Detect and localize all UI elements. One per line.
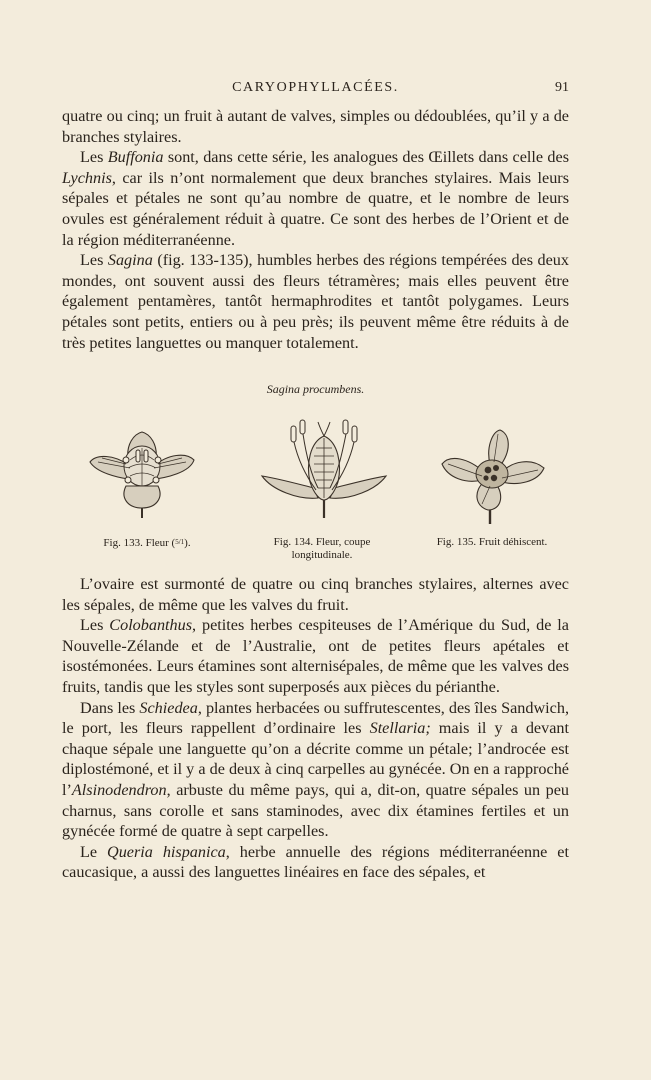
italic-term: Lychnis: [62, 168, 112, 187]
text-block-bottom: [62, 574, 569, 883]
paragraph: [62, 106, 569, 147]
text-run: mais il y a devant chaque sépale une languette qu’on a décrite comme un pétale; l’androcée est diplostémoné, et il y a de deux à cinq carpelles au gynécée. On en a rapproché l’: [62, 719, 569, 799]
italic-term: Sagina: [107, 251, 153, 270]
text-run: (fig. 133-135), humbles herbes des régions tempérées des deux mondes, ont souvent aussi des fleurs tétramères; mais elles peuvent être également pentamères, tantôt hermaphrodites et tantôt polygames. Leurs pétales sont petits, entiers ou à peu près; ils peuvent même être réduits à de très petites languettes ou manquer totalement.: [62, 251, 569, 352]
text-run: Les: [80, 616, 110, 635]
text-run: Dans les: [80, 698, 140, 717]
italic-term: Colobanthus: [109, 616, 193, 635]
text-run: Les: [80, 251, 108, 270]
text-run: Les: [80, 148, 108, 167]
text-block-top: [62, 106, 569, 353]
paragraph: [62, 147, 569, 250]
text-run: , petites herbes cespiteuses de l’Amérique du Sud, de la Nouvelle-Zélande et de l’Australie, ont de petites fleurs apétales et isostémonées. Leurs étamines sont alternisépales, de même que les valves des fruits, tandis que les styles sont superposés aux pièces du périanthe.: [62, 616, 569, 696]
text-run: Le: [80, 842, 108, 861]
paragraph: [62, 615, 569, 697]
italic-term: Stellaria;: [369, 719, 431, 738]
figure-title: Sagina procumbens.: [266, 382, 365, 396]
italic-term: Alsinodendron: [71, 780, 167, 799]
figure-sagina-procumbens: [62, 376, 569, 566]
text-run: quatre ou cinq; un fruit à autant de valves, simples ou dédoublées, qu’il y a de branches stylaires.: [62, 107, 569, 146]
text-run: , herbe annuelle des régions méditerranéenne et caucasique, a aussi des languettes linéaires en face des sépales, et: [62, 842, 569, 882]
text-run: , car ils n’ont normalement que deux branches stylaires. Mais leurs sépales et pétales ne sont qu’au nombre de quatre, et le nombre de leurs ovules est généralement réduit à quatre. Ce sont des herbes de l’Orient et de la région méditerranéenne.: [62, 168, 569, 249]
page-number: 91: [555, 80, 569, 95]
paragraph: [62, 250, 569, 353]
italic-term: Schiedea: [139, 698, 198, 717]
italic-term: Buffonia: [107, 148, 164, 167]
text-run: , plantes herbacées ou suffrutescentes, des îles Sandwich, le port, les fleurs rappellent d’ordinaire les: [62, 698, 569, 738]
italic-term: Queria hispanica: [107, 842, 226, 861]
flower-illustration: [86, 420, 198, 520]
fruit-illustration: [438, 424, 548, 526]
figure-caption-133: Fig. 133. Fleur ($^{5/1}$).: [103, 537, 191, 549]
paragraph: [62, 698, 569, 842]
figure-caption-135: Fig. 135. Fruit déhiscent.: [436, 536, 548, 548]
paragraph: [62, 842, 569, 883]
page-header: [62, 78, 569, 100]
running-head: CARYOPHYLLACÉES.: [232, 80, 399, 95]
figure-caption-134: Fig. 134. Fleur, coupe longitudinale.: [273, 536, 371, 561]
text-run: L’ovaire est surmonté de quatre ou cinq branches stylaires, alternes avec les sépales, de même que les valves du fruit.: [62, 575, 569, 614]
text-run: , arbuste du même pays, qui a, dit-on, quatre sépales un peu charnus, sans corolle et sans staminodes, avec dix étamines fertiles et un gynécée formé de quatre à sept carpelles.: [62, 780, 569, 841]
paragraph: [62, 574, 569, 615]
text-run: sont, dans cette série, les analogues des Œillets dans celle des: [163, 148, 570, 167]
flower-section-illustration: [258, 414, 390, 522]
